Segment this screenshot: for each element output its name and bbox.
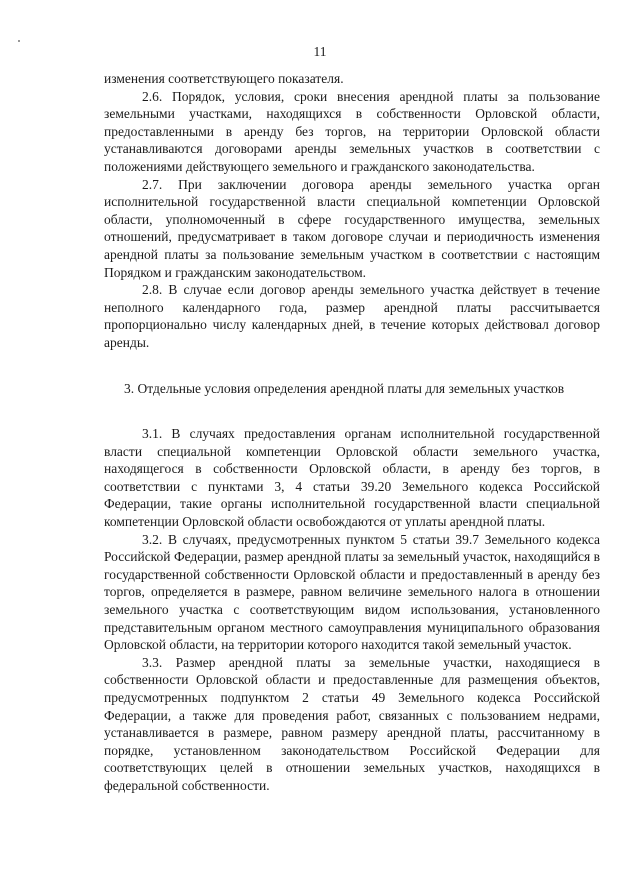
paragraph-3-1: 3.1. В случаях предоставления органам исполнительной государственной власти специальной компетенции Орловской области земельного участка, находящегося в собственности Орловской области, в аренду без торгов, в соответствии с пунктами 3, 4 статьи 39.20 Земельного кодекса Российской Федерации, такие органы исполнительной государственной власти специальной компетенции Орловской области освобождаются от уплаты арендной платы. — [104, 426, 600, 530]
page-number: 11 — [313, 44, 327, 59]
paragraph-2-8: 2.8. В случае если договор аренды земельного участка действует в течение неполного календарного года, размер арендной платы рассчитывается пропорционально числу календарных дней, в течение которых действовал договор аренды. — [104, 282, 600, 350]
section-heading: 3. Отдельные условия определения арендной платы для земельных участков — [124, 380, 565, 396]
document-body — [104, 70, 600, 795]
scan-mark — [18, 40, 20, 42]
paragraph-3-3: 3.3. Размер арендной платы за земельные участки, находящиеся в собственности Орловской области и предоставленные для размещения объектов, предусмотренных подпунктом 2 статьи 49 Земельного кодекса Российской Федерации, а также для проведения работ, связанных с пользованием недрами, устанавливается в размере, равном размеру арендной платы, рассчитанному в порядке, установленном законодательством Российской Федерации для соответствующих целей в отношении земельных участков, находящихся в федеральной собственности. — [104, 654, 600, 793]
paragraph-2-6: 2.6. Порядок, условия, сроки внесения арендной платы за пользование земельными участками, находящихся в собственности Орловской области, предоставленными в аренду без торгов, на территории Орловской области устанавливаются договорами аренды земельных участков в соответствии с положениями действующего земельного и гражданского законодательства. — [104, 88, 600, 174]
paragraph-3-2: 3.2. В случаях, предусмотренных пунктом 5 статьи 39.7 Земельного кодекса Российской Федерации, размер арендной платы за земельный участок, находящийся в государственной собственности Орловской области и предоставленный в аренду без торгов, определяется в размере, равном величине земельного налога в отношении земельного участка с соответствующим видом использования, установленного представительным органом местного самоуправления муниципального образования Орловской области, на территории которого находится такой земельный участок. — [104, 531, 600, 653]
paragraph-continuation: изменения соответствующего показателя. — [104, 71, 344, 86]
paragraph-2-7: 2.7. При заключении договора аренды земельного участка орган исполнительной государственной власти специальной компетенции Орловской области, уполномоченный в сфере государственного имущества, земельных отношений, предусматривает в таком договоре случаи и периодичность изменения арендной платы за пользование земельным участком в соответствии с настоящим Порядком и гражданским законодательством. — [104, 176, 600, 280]
